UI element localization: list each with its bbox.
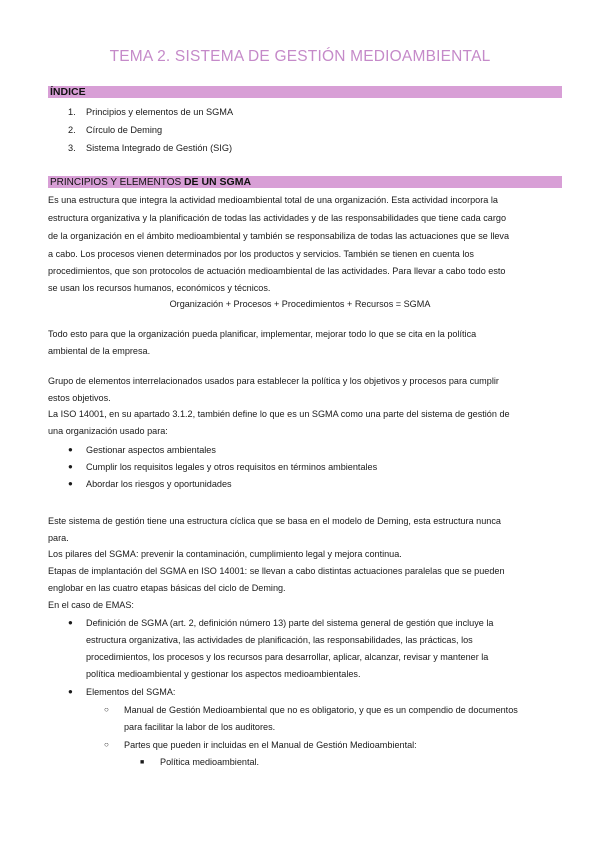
- list-item: Cumplir los requisitos legales y otros requisitos en términos ambientales: [86, 462, 378, 472]
- bullet-disc-icon: ●: [68, 687, 73, 696]
- sub-sub-list-item: Política medioambiental.: [160, 757, 260, 767]
- list-item-continued: estructura organizativa, las actividades de planificación, las responsabilidades, las prácticas, los: [86, 635, 473, 645]
- sgma-formula: Organización + Procesos + Procedimientos + Recursos = SGMA: [169, 299, 431, 309]
- paragraph-line: para.: [48, 533, 69, 543]
- paragraph-line: una organización usado para:: [48, 426, 168, 436]
- paragraph-line: se usan los recursos humanos, económicos y técnicos.: [48, 283, 271, 293]
- paragraph-line: En el caso de EMAS:: [48, 600, 134, 610]
- index-heading-band: [48, 86, 562, 98]
- bullet-disc-icon: ●: [68, 462, 73, 471]
- bullet-square-icon: ■: [140, 759, 145, 766]
- paragraph-line: a cabo. Los procesos vienen determinados por los productos y servicios. También se tienen en cuenta los: [48, 249, 474, 259]
- paragraph-line: La ISO 14001, en su apartado 3.1.2, también define lo que es un SGMA como una parte del sistema de gestión de: [48, 409, 510, 419]
- bullet-disc-icon: ●: [68, 445, 73, 454]
- paragraph-line: de la organización en el ámbito medioambiental y también se responsabiliza de todas las actuaciones que se lleva: [48, 231, 510, 241]
- paragraph-line: englobar en las cuatro etapas básicas del ciclo de Deming.: [48, 583, 286, 593]
- bullet-circle-icon: ○: [104, 740, 109, 749]
- paragraph-line: Etapas de implantación del SGMA en ISO 14001: se llevan a cabo distintas actuaciones paralelas que se pueden: [48, 566, 505, 576]
- list-item-continued: política medioambiental y gestionar los aspectos medioambientales.: [86, 669, 361, 679]
- bullet-circle-icon: ○: [104, 705, 109, 714]
- paragraph-line: estos objetivos.: [48, 393, 111, 403]
- bullet-disc-icon: ●: [68, 618, 73, 627]
- paragraph-line: estructura organizativa y la planificación de todas las actividades y de las responsabilidades que tiene cada cargo: [48, 213, 506, 223]
- bullet-disc-icon: ●: [68, 479, 73, 488]
- paragraph-line: Grupo de elementos interrelacionados usados para establecer la política y los objetivos y procesos para cumplir: [48, 376, 499, 386]
- document-title: TEMA 2. SISTEMA DE GESTIÓN MEDIOAMBIENTAL: [109, 48, 491, 65]
- list-item: Definición de SGMA (art. 2, definición número 13) parte del sistema general de gestión que incluye la: [86, 618, 494, 628]
- sub-list-item: Partes que pueden ir incluidas en el Manual de Gestión Medioambiental:: [124, 740, 417, 750]
- list-item: Elementos del SGMA:: [86, 687, 176, 697]
- sub-list-item-continued: para facilitar la labor de los auditores.: [124, 722, 276, 732]
- paragraph-line: Es una estructura que integra la actividad medioambiental total de una organización. Esta actividad incorpora la: [48, 195, 498, 205]
- index-item: 2. Círculo de Deming: [68, 125, 163, 135]
- list-item-continued: procedimientos, los procesos y los recursos para desarrollar, aplicar, alcanzar, revisar y mantener la: [86, 652, 489, 662]
- paragraph-line: ambiental de la empresa.: [48, 346, 151, 356]
- list-item: Gestionar aspectos ambientales: [86, 445, 216, 455]
- index-item: 3. Sistema Integrado de Gestión (SIG): [68, 143, 233, 153]
- list-item: Abordar los riesgos y oportunidades: [86, 479, 232, 489]
- paragraph-line: Los pilares del SGMA: prevenir la contaminación, cumplimiento legal y mejora continua.: [48, 549, 402, 559]
- index-item: 1. Principios y elementos de un SGMA: [68, 107, 234, 117]
- paragraph-line: procedimientos, que son protocolos de actuación medioambiental de las actividades. Para llevar a cabo todo esto: [48, 266, 506, 276]
- index-heading: ÍNDICE: [50, 86, 86, 98]
- sub-list-item: Manual de Gestión Medioambiental que no es obligatorio, y que es un compendio de documentos: [124, 705, 518, 715]
- paragraph-line: Todo esto para que la organización pueda planificar, implementar, mejorar todo lo que se cita en la política: [48, 329, 477, 339]
- section-heading: PRINCIPIOS Y ELEMENTOS DE UN SGMA: [50, 176, 252, 188]
- paragraph-line: Este sistema de gestión tiene una estructura cíclica que se basa en el modelo de Deming, esta estructura nunca: [48, 516, 501, 526]
